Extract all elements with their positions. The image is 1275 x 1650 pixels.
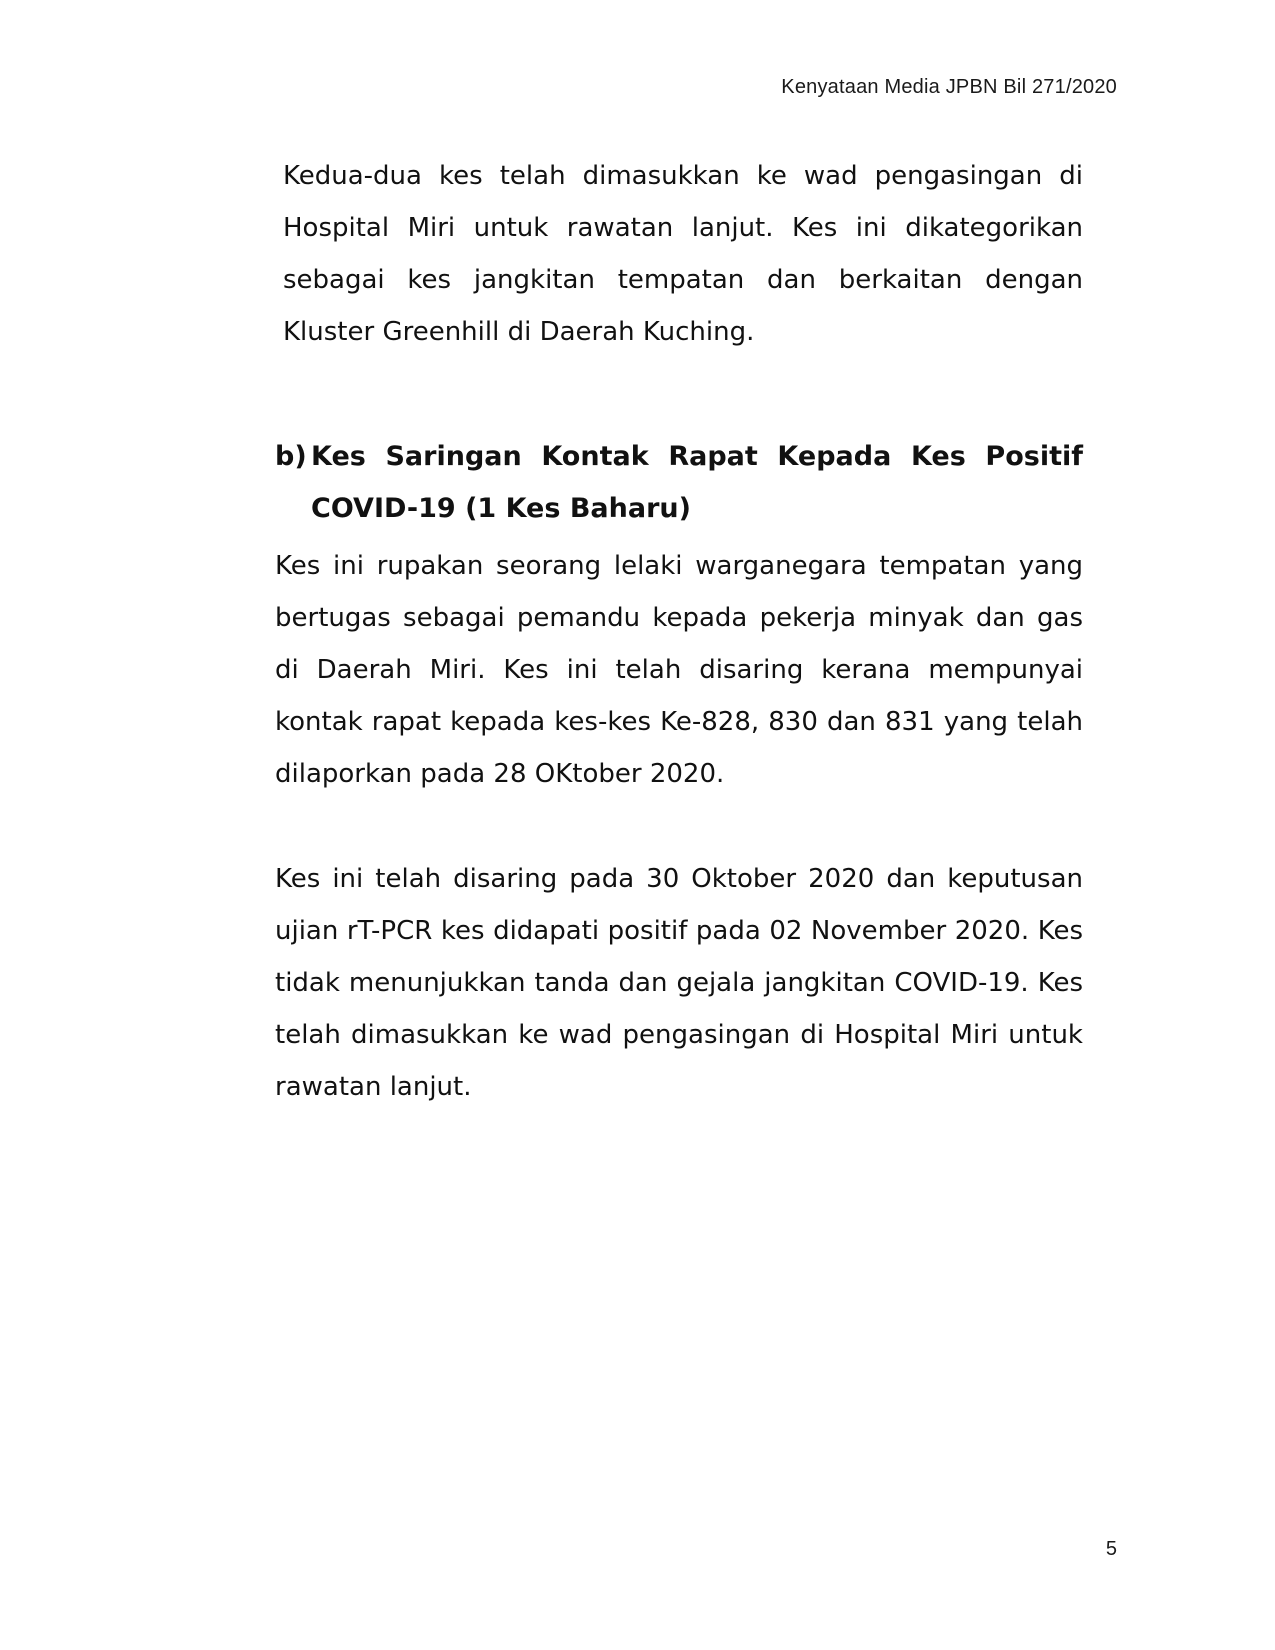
section-b-heading [275, 431, 1083, 535]
section-b-marker: b) [275, 441, 307, 472]
document-reference-header: Kenyataan Media JPBN Bil 271/2020 [781, 76, 1117, 98]
paragraph-case-description: Kes ini rupakan seorang lelaki warganegara tempatan yang bertugas sebagai pemandu kepada pekerja minyak dan gas di Daerah Miri. Kes ini telah disaring kerana mempunyai kontak rapat kepada kes-kes Ke-828, 830 dan 831 yang telah dilaporkan pada 28 OKtober 2020. [275, 551, 1083, 789]
paragraph-case-screening: Kes ini telah disaring pada 30 Oktober 2020 dan keputusan ujian rT-PCR kes didapati positif pada 02 November 2020. Kes tidak menunjukkan tanda dan gejala jangkitan COVID-19. Kes telah dimasukkan ke wad pengasingan di Hospital Miri untuk rawatan lanjut. [275, 864, 1083, 1102]
paragraph-case-admission: Kedua-dua kes telah dimasukkan ke wad pengasingan di Hospital Miri untuk rawatan lanjut. Kes ini dikategorikan sebagai kes jangkitan tempatan dan berkaitan dengan Kluster Greenhill di Daerah Kuching. [283, 161, 1083, 347]
page-number: 5 [1105, 1538, 1117, 1560]
section-b-title: Kes Saringan Kontak Rapat Kepada Kes Positif COVID-19 (1 Kes Baharu) [311, 441, 1083, 524]
